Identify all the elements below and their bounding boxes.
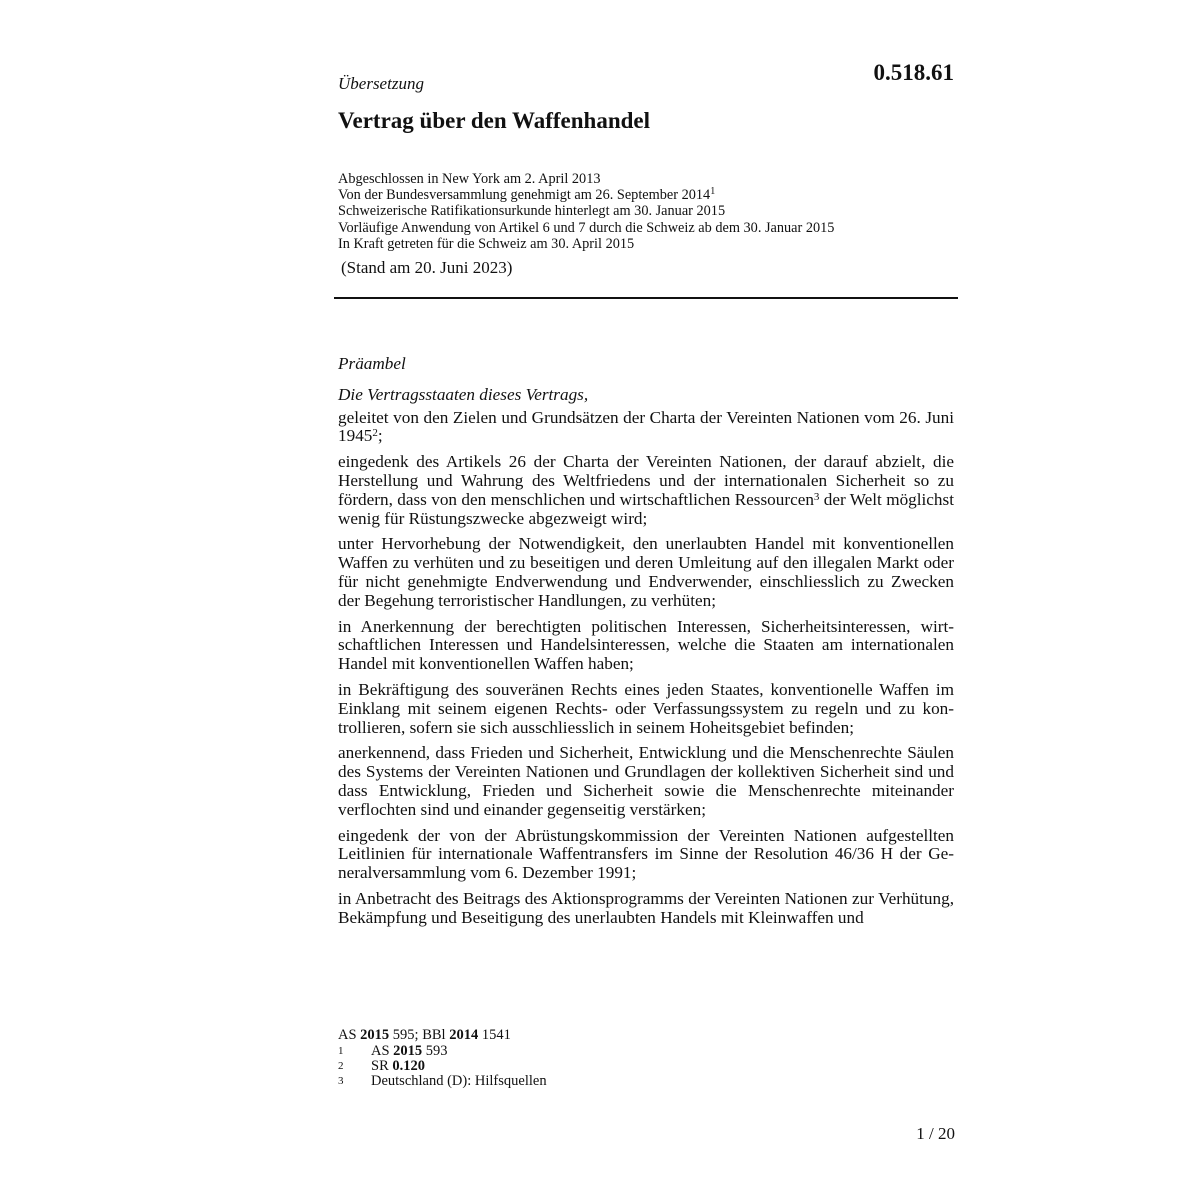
status-date: (Stand am 20. Juni 2023) (341, 258, 513, 277)
meta-concluded: Abgeschlossen in New York am 2. April 2013 (338, 171, 601, 187)
footnote: 1 AS 2015 593 (338, 1043, 448, 1059)
page-number: 1 / 20 (916, 1124, 955, 1143)
preamble (338, 355, 954, 935)
footnote-ref-1[interactable]: 1 (710, 186, 716, 198)
footnote: 2 SR 0.120 (338, 1058, 425, 1074)
meta-approved: Von der Bundesversammlung genehmigt am 26. September 2014$^1$ (338, 186, 716, 204)
footnote-ref-2[interactable]: 2 (372, 427, 378, 440)
preamble-paragraph: geleitet von den Zielen und Grundsätzen der Charta der Vereinten Nationen vom 26. Juni 1945$^2$; (338, 407, 954, 446)
footnote: 3 Deutschland (D): Hilfsquellen (338, 1073, 547, 1089)
document-kind: Übersetzung (338, 74, 424, 93)
document-metadata (338, 171, 834, 252)
preamble-paragraph: anerkennend, dass Frieden und Sicherheit, Entwicklung und die Menschenrechte Säulen des Systems der Vereinten Nationen und Grundlagen der kollektiven Sicherheit sind und dass Entwicklung, Frieden und Sicherheit sowie die Menschenrechte miteinander verflochten sind und einander gegenseitig verstärken; (338, 743, 954, 819)
header-divider (334, 297, 958, 299)
preamble-paragraph: in Anerkennung der berechtigten politischen Interessen, Sicherheitsinteressen, wirtschaftlichen Interessen und Handelsinteressen, welche die Staaten am internationalen Handel mit konventionellen Waffen haben; (338, 616, 954, 674)
document-title: Vertrag über den Waffenhandel (338, 108, 651, 133)
preamble-paragraph: in Bekräftigung des souveränen Rechts eines jeden Staates, konventionelle Waffen im Einklang mit seinem eigenen Rechts- oder Verfassungssystem zu regeln und zu kontrollieren, sofern sie sich ausschliesslich in seinem Hoheitsgebiet befinden; (338, 679, 954, 737)
preamble-heading: Präambel (338, 354, 406, 373)
meta-ratification: Schweizerische Ratifikationsurkunde hinterlegt am 30. Januar 2015 (338, 203, 726, 220)
preamble-intro: Die Vertragsstaaten dieses Vertrags, (338, 384, 589, 404)
official-collection-ref: AS 2015 595; BBl 2014 1541 (338, 1027, 511, 1043)
footnotes (338, 1027, 547, 1089)
preamble-paragraph: eingedenk des Artikels 26 der Charta der Vereinten Nationen, der darauf abzielt, die Herstellung und Wahrung des Weltfriedens und der internationalen Sicherheit so zu fördern, dass von den menschlichen und wirtschaftlichen Ressourcen$^3$ der Welt möglichst wenig für Rüstungszwecke abgezweigt wird; (338, 452, 954, 528)
preamble-paragraph: eingedenk der von der Abrüstungskommission der Vereinten Nationen aufgestellten Leitlinien für internationale Waffentransfers im Sinne der Resolution 46/36 H der Generalversammlung vom 6. Dezember 1991; (338, 825, 954, 883)
sr-number: 0.518.61 (873, 60, 954, 85)
preamble-paragraph: in Anbetracht des Beitrags des Aktionsprogramms der Vereinten Nationen zur Verhütung, Bekämpfung und Beseitigung des unerlaubten Handels mit Kleinwaffen und (338, 888, 954, 927)
meta-provisional: Vorläufige Anwendung von Artikel 6 und 7 durch die Schweiz ab dem 30. Januar 2015 (338, 219, 835, 236)
footnote-ref-3[interactable]: 3 (813, 490, 820, 503)
meta-in-force: In Kraft getreten für die Schweiz am 30. April 2015 (338, 235, 635, 252)
preamble-paragraph: unter Hervorhebung der Notwendigkeit, den unerlaubten Handel mit konventionellen Waffen zu verhüten und zu beseitigen und deren Umleitung auf den illegalen Markt oder für nicht genehmigte Endverwendung und Endverwender, einschliesslich zu Zwecken der Begehung terroristischer Handlungen, zu verhüten; (338, 534, 954, 610)
